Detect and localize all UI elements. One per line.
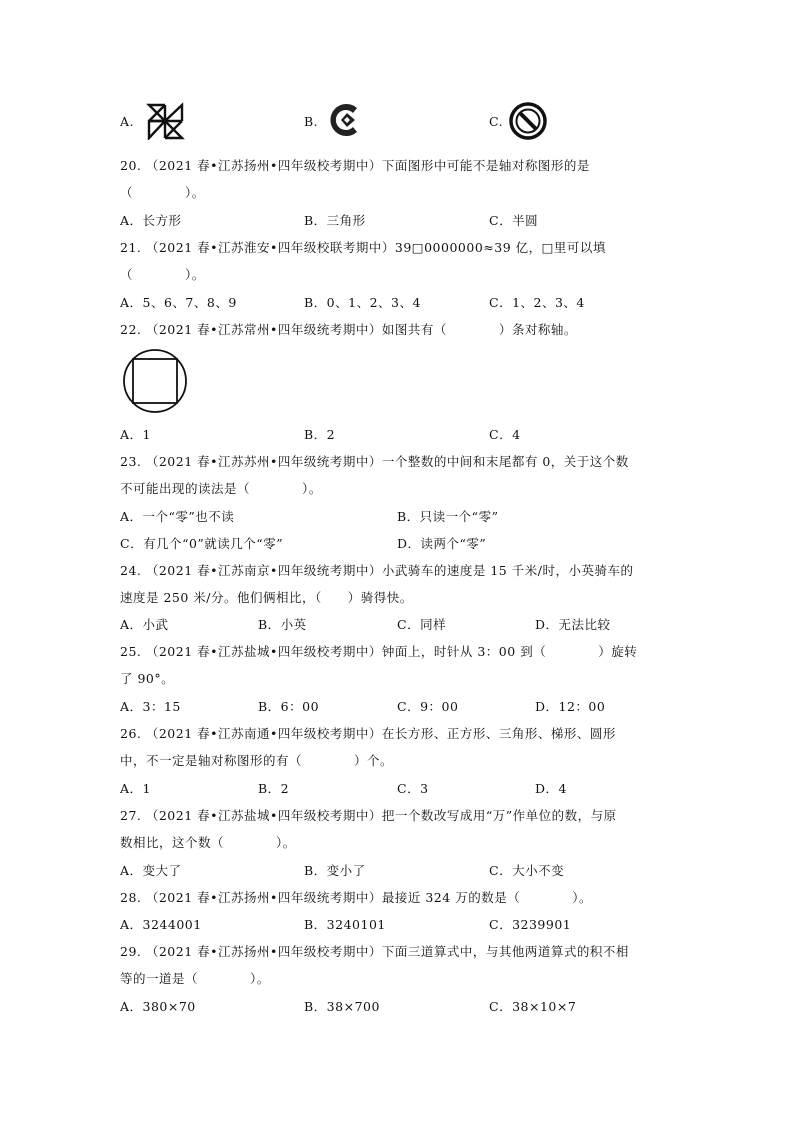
question-23-option-c[interactable]: C．有几个“0”就读几个“零” (120, 536, 284, 551)
question-23-option-b[interactable]: B．只读一个“零” (397, 509, 499, 524)
question-27-line-1: 27. （2021 春•江苏盐城•四年级校考期中）把一个数改写成用“万”作单位的数，与原 (120, 808, 617, 823)
circle-with-square-figure (122, 348, 188, 414)
question-23-line-1: 23. （2021 春•江苏苏州•四年级统考期中）一个整数的中间和末尾都有 0，关于这个数 (120, 454, 629, 469)
question-26-option-c[interactable]: C．3 (397, 781, 429, 796)
question-28-line-1: 28. （2021 春•江苏扬州•四年级统考期中）最接近 324 万的数是（ ）。 (120, 890, 592, 905)
question-24-option-b[interactable]: B．小英 (258, 617, 307, 632)
question-29-option-b[interactable]: B．38×700 (304, 999, 380, 1014)
question-28-option-b[interactable]: B．3240101 (304, 917, 386, 932)
question-22-option-b[interactable]: B．2 (304, 427, 336, 442)
question-21-line-1: 21. （2021 春•江苏淮安•四年级校联考期中）39□0000000≈39 亿，□里可以填 (120, 240, 606, 255)
question-27-line-2: 数相比，这个数（ ）。 (120, 835, 296, 850)
question-25-option-b[interactable]: B．6：00 (258, 699, 320, 714)
question-20-line-1: 20. （2021 春•江苏扬州•四年级校考期中）下面图形中可能不是轴对称图形的是 (120, 158, 590, 173)
option-c-label: C. (489, 114, 504, 129)
question-20-line-2: （ ）。 (120, 185, 205, 200)
question-24-line-2: 速度是 250 米/分。他们俩相比，（ ）骑得快。 (120, 590, 413, 605)
question-22-option-a[interactable]: A．1 (120, 427, 151, 442)
ccb-logo-icon (327, 100, 367, 140)
question-22-option-c[interactable]: C．4 (489, 427, 521, 442)
question-26-line-1: 26. （2021 春•江苏南通•四年级校考期中）在长方形、正方形、三角形、梯形、圆形 (120, 726, 616, 741)
question-29-line-2: 等的一道是（ ）。 (120, 971, 270, 986)
question-26-option-d[interactable]: D．4 (535, 781, 567, 796)
question-28-option-a[interactable]: A．3244001 (120, 917, 202, 932)
question-24-option-d[interactable]: D．无法比较 (535, 617, 611, 632)
question-25-option-c[interactable]: C．9：00 (397, 699, 459, 714)
question-26-option-a[interactable]: A．1 (120, 781, 151, 796)
question-21-option-b[interactable]: B．0、1、2、3、4 (304, 295, 421, 310)
question-29-option-a[interactable]: A．380×70 (120, 999, 196, 1014)
question-20-option-c[interactable]: C．半圆 (489, 213, 539, 228)
option-a-label: A. (120, 114, 135, 129)
question-24-option-c[interactable]: C．同样 (397, 617, 447, 632)
question-29-option-c[interactable]: C．38×10×7 (489, 999, 577, 1014)
question-23-option-d[interactable]: D．读两个“零” (397, 536, 487, 551)
no-entry-sign-icon (508, 101, 548, 141)
question-21-option-c[interactable]: C．1、2、3、4 (489, 295, 585, 310)
question-27-option-c[interactable]: C．大小不变 (489, 863, 565, 878)
question-25-option-a[interactable]: A．3：15 (120, 699, 181, 714)
option-b-label: B. (304, 114, 319, 129)
question-21-option-a[interactable]: A．5、6、7、8、9 (120, 295, 237, 310)
question-25-line-1: 25. （2021 春•江苏盐城•四年级校考期中）钟面上，时针从 3：00 到（ ）旋转 (120, 644, 638, 659)
question-27-option-b[interactable]: B．变小了 (304, 863, 366, 878)
question-24-line-1: 24. （2021 春•江苏南京•四年级统考期中）小武骑车的速度是 15 千米/时，小英骑车的 (120, 563, 634, 578)
question-26-line-2: 中，不一定是轴对称图形的有（ ）个。 (120, 753, 394, 768)
question-20-option-b[interactable]: B．三角形 (304, 213, 366, 228)
question-22-line-1: 22. （2021 春•江苏常州•四年级统考期中）如图共有（ ）条对称轴。 (120, 322, 577, 337)
question-20-option-a[interactable]: A．长方形 (120, 213, 182, 228)
question-27-option-a[interactable]: A．变大了 (120, 863, 182, 878)
question-25-option-d[interactable]: D．12：00 (535, 699, 606, 714)
question-29-line-1: 29. （2021 春•江苏扬州•四年级校考期中）下面三道算式中，与其他两道算式的积不相 (120, 944, 629, 959)
question-21-line-2: （ ）。 (120, 267, 205, 282)
pinwheel-icon (146, 102, 186, 140)
question-23-line-2: 不可能出现的读法是（ ）。 (120, 481, 322, 496)
question-24-option-a[interactable]: A．小武 (120, 617, 169, 632)
question-26-option-b[interactable]: B．2 (258, 781, 290, 796)
question-25-line-2: 了 90°。 (120, 671, 175, 686)
question-23-option-a[interactable]: A．一个“零”也不读 (120, 509, 235, 524)
question-28-option-c[interactable]: C．3239901 (489, 917, 572, 932)
